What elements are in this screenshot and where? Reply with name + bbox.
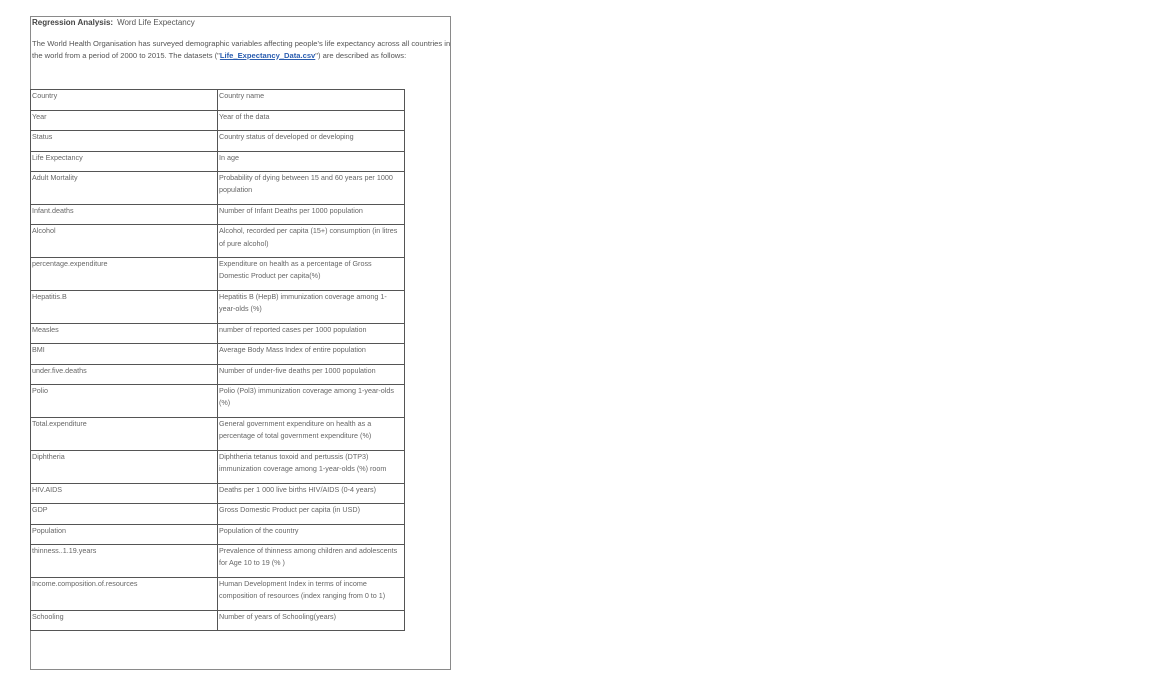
table-row [31, 364, 405, 385]
table-row [31, 610, 405, 631]
variable-name: Diphtheria [31, 450, 218, 483]
intro-text-before: The World Health Organisation has surveyed demographic variables affecting people's life expectancy across all countries in the world from a period of 2000 to 2015. The datasets (" [32, 39, 451, 60]
variable-description: Polio (Pol3) immunization coverage among 1-year-olds (%) [218, 385, 405, 418]
intro-text-after: ") are described as follows: [315, 50, 407, 60]
variable-description: Number of years of Schooling(years) [218, 610, 405, 631]
variable-description: Diphtheria tetanus toxoid and pertussis (DTP3) immunization coverage among 1-year-olds (%) room [218, 450, 405, 483]
variable-description: Human Development Index in terms of income composition of resources (index ranging from 0 to 1) [218, 577, 405, 610]
variable-name: Adult Mortality [31, 172, 218, 205]
variable-description: General government expenditure on health as a percentage of total government expenditure (%) [218, 417, 405, 450]
variable-name: percentage.expenditure [31, 258, 218, 291]
table-row [31, 290, 405, 323]
variable-description: Prevalence of thinness among children and adolescents for Age 10 to 19 (% ) [218, 545, 405, 578]
document-page [30, 16, 451, 670]
title-subject: Word Life Expectancy [117, 18, 195, 27]
variable-name: GDP [31, 504, 218, 525]
variable-name: under.five.deaths [31, 364, 218, 385]
intro-paragraph [32, 38, 452, 61]
table-row [31, 110, 405, 131]
variable-name: Alcohol [31, 225, 218, 258]
table-row [31, 450, 405, 483]
variable-name: thinness..1.19.years [31, 545, 218, 578]
variable-name: BMI [31, 344, 218, 365]
variable-description: In age [218, 151, 405, 172]
variable-name: Status [31, 131, 218, 152]
variable-name: Schooling [31, 610, 218, 631]
variables-table [30, 89, 405, 631]
variable-description: Probability of dying between 15 and 60 years per 1000 population [218, 172, 405, 205]
variable-name: Population [31, 524, 218, 545]
variable-name: Infant.deaths [31, 204, 218, 225]
table-row [31, 131, 405, 152]
table-row [31, 385, 405, 418]
table-row [31, 90, 405, 111]
variable-description: Year of the data [218, 110, 405, 131]
variable-name: Life Expectancy [31, 151, 218, 172]
variable-description: number of reported cases per 1000 population [218, 323, 405, 344]
variable-name: Polio [31, 385, 218, 418]
variable-name: Country [31, 90, 218, 111]
table-row [31, 545, 405, 578]
table-row [31, 524, 405, 545]
variable-name: Hepatitis.B [31, 290, 218, 323]
variable-description: Country name [218, 90, 405, 111]
variable-description: Hepatitis B (HepB) immunization coverage among 1-year-olds (%) [218, 290, 405, 323]
table-row [31, 225, 405, 258]
table-row [31, 344, 405, 365]
variable-name: Total.expenditure [31, 417, 218, 450]
variable-description: Average Body Mass Index of entire population [218, 344, 405, 365]
variable-description: Gross Domestic Product per capita (in USD) [218, 504, 405, 525]
table-row [31, 577, 405, 610]
table-row [31, 258, 405, 291]
variable-name: Year [31, 110, 218, 131]
table-row [31, 204, 405, 225]
document-title [32, 18, 195, 28]
variable-name: Income.composition.of.resources [31, 577, 218, 610]
table-row [31, 172, 405, 205]
dataset-link[interactable]: Life_Expectancy_Data.csv [219, 50, 316, 60]
variable-description: Deaths per 1 000 live births HIV/AIDS (0-4 years) [218, 483, 405, 504]
table-row [31, 483, 405, 504]
table-row [31, 504, 405, 525]
variable-description: Number of under-five deaths per 1000 population [218, 364, 405, 385]
variable-description: Number of Infant Deaths per 1000 population [218, 204, 405, 225]
table-row [31, 323, 405, 344]
variable-name: HIV.AIDS [31, 483, 218, 504]
variable-description: Expenditure on health as a percentage of Gross Domestic Product per capita(%) [218, 258, 405, 291]
table-row [31, 417, 405, 450]
variable-name: Measles [31, 323, 218, 344]
variable-description: Country status of developed or developing [218, 131, 405, 152]
variable-description: Population of the country [218, 524, 405, 545]
title-bold: Regression Analysis: [32, 18, 114, 27]
table-row [31, 151, 405, 172]
variable-description: Alcohol, recorded per capita (15+) consumption (in litres of pure alcohol) [218, 225, 405, 258]
